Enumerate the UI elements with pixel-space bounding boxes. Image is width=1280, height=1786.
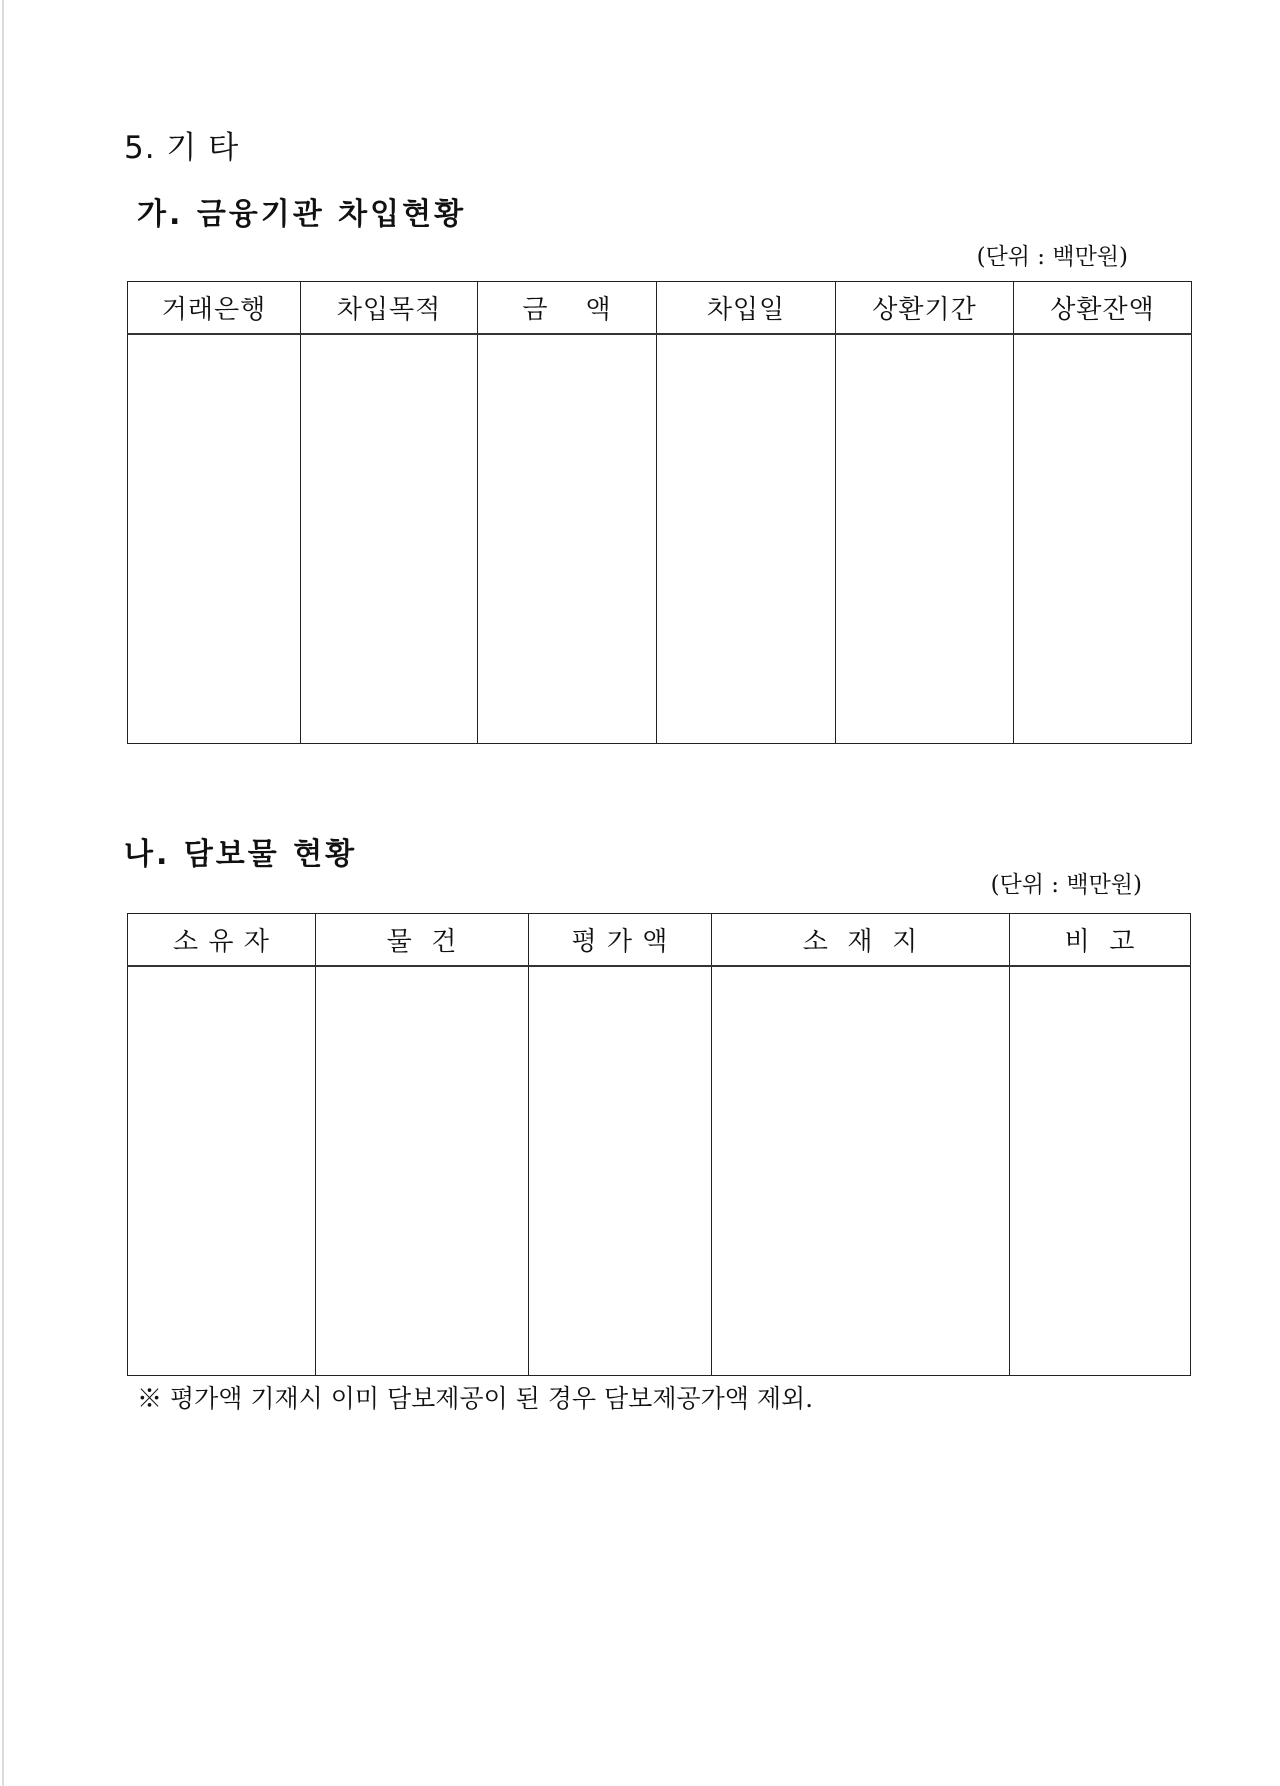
column-header-remarks: 비 고 <box>1010 914 1191 967</box>
column-header-amount: 금 액 <box>478 282 657 335</box>
column-header-location: 소 재 지 <box>712 914 1010 967</box>
section-title: 5. 기 타 <box>124 130 240 166</box>
cell-location[interactable] <box>712 966 1010 1376</box>
column-header-item: 물 건 <box>316 914 529 967</box>
collateral-heading: 나. 담보물 현황 <box>124 837 358 872</box>
column-header-remaining-balance: 상환잔액 <box>1014 282 1192 335</box>
table-row <box>128 966 1191 1376</box>
column-header-repayment-period: 상환기간 <box>836 282 1014 335</box>
collateral-unit-label: (단위 : 백만원) <box>990 872 1142 898</box>
column-header-owner: 소 유 자 <box>128 914 316 967</box>
column-header-purpose: 차입목적 <box>301 282 478 335</box>
cell-owner[interactable] <box>128 966 316 1376</box>
column-header-bank: 거래은행 <box>128 282 301 335</box>
table-row <box>128 334 1192 744</box>
cell-repayment-period[interactable] <box>836 334 1014 744</box>
cell-remaining-balance[interactable] <box>1014 334 1192 744</box>
collateral-table <box>127 913 1191 1376</box>
collateral-header-row <box>128 914 1191 967</box>
cell-loan-date[interactable] <box>657 334 836 744</box>
cell-item[interactable] <box>316 966 529 1376</box>
cell-appraised-value[interactable] <box>529 966 712 1376</box>
collateral-footnote: ※ 평가액 기재시 이미 담보제공이 된 경우 담보제공가액 제외. <box>137 1384 814 1413</box>
cell-bank[interactable] <box>128 334 301 744</box>
cell-amount[interactable] <box>478 334 657 744</box>
loans-heading: 가. 금융기관 차입현황 <box>137 197 467 232</box>
cell-remarks[interactable] <box>1010 966 1191 1376</box>
loans-unit-label: (단위 : 백만원) <box>976 244 1128 270</box>
column-header-loan-date: 차입일 <box>657 282 836 335</box>
cell-purpose[interactable] <box>301 334 478 744</box>
column-header-appraised-value: 평 가 액 <box>529 914 712 967</box>
loans-table <box>127 281 1192 744</box>
loans-header-row <box>128 282 1192 335</box>
page-edge-divider <box>2 0 4 1786</box>
